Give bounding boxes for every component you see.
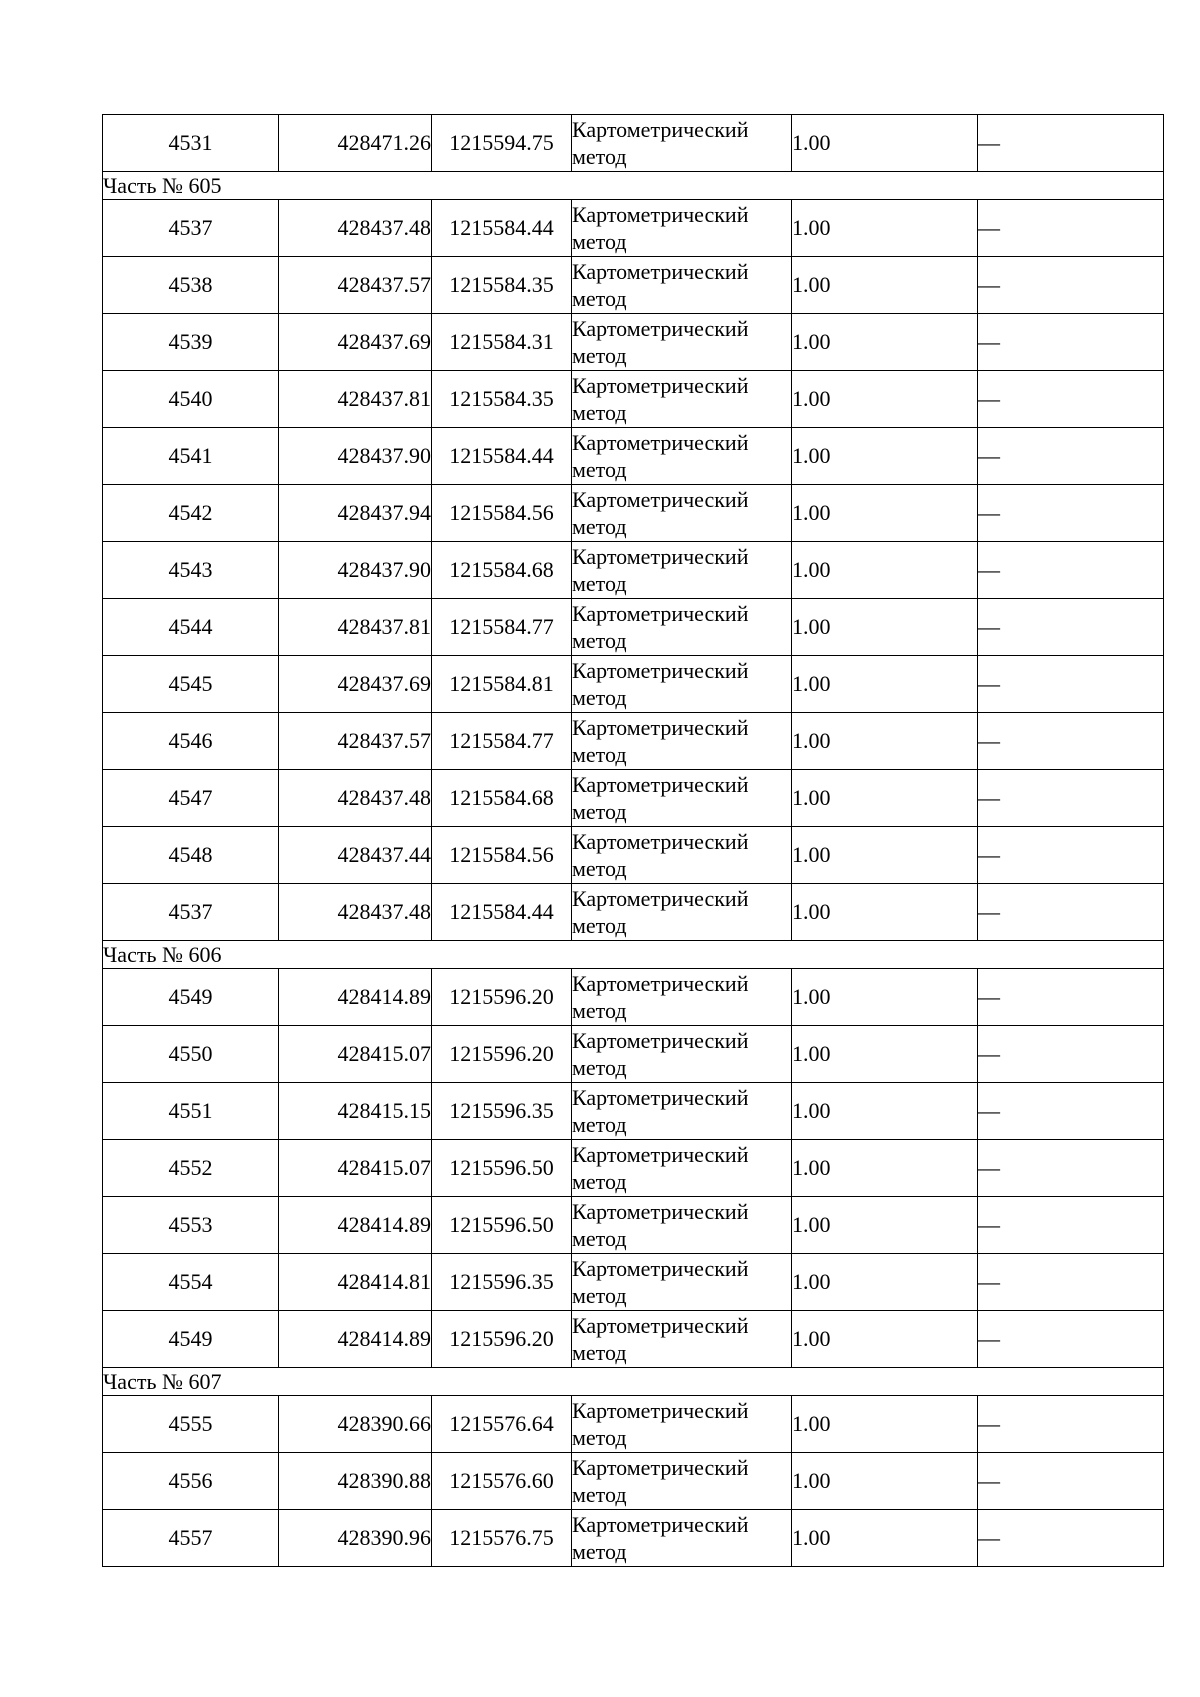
x-coordinate-cell: 428437.69 <box>279 314 432 371</box>
description-cell <box>978 1140 1164 1197</box>
x-coordinate-cell: 428471.26 <box>279 115 432 172</box>
table-row <box>103 1311 1164 1368</box>
accuracy-cell: 1.00 <box>792 1396 978 1453</box>
accuracy-cell: 1.00 <box>792 1083 978 1140</box>
description-cell <box>978 656 1164 713</box>
description-text: — <box>978 614 1000 639</box>
description-text: — <box>978 671 1000 696</box>
accuracy-cell: 1.00 <box>792 1140 978 1197</box>
y-coordinate-cell: 1215596.20 <box>432 1026 572 1083</box>
y-coordinate-cell: 1215584.35 <box>432 371 572 428</box>
x-coordinate-cell: 428437.57 <box>279 713 432 770</box>
x-coordinate-cell: 428437.90 <box>279 542 432 599</box>
method-cell <box>572 969 792 1026</box>
y-coordinate-cell: 1215584.77 <box>432 599 572 656</box>
y-coordinate-cell: 1215584.68 <box>432 770 572 827</box>
accuracy-cell: 1.00 <box>792 314 978 371</box>
method-cell <box>572 713 792 770</box>
table-row <box>103 1026 1164 1083</box>
description-cell <box>978 1311 1164 1368</box>
table-row <box>103 1254 1164 1311</box>
x-coordinate-cell: 428390.96 <box>279 1510 432 1567</box>
accuracy-cell: 1.00 <box>792 485 978 542</box>
method-cell <box>572 257 792 314</box>
y-coordinate-cell: 1215576.75 <box>432 1510 572 1567</box>
table-row <box>103 371 1164 428</box>
method-cell <box>572 1453 792 1510</box>
description-text: — <box>978 1326 1000 1351</box>
table-row <box>103 770 1164 827</box>
x-coordinate-cell: 428437.57 <box>279 257 432 314</box>
method-line-1: Картометрический <box>572 1085 749 1110</box>
y-coordinate-cell: 1215594.75 <box>432 115 572 172</box>
x-coordinate-cell: 428414.81 <box>279 1254 432 1311</box>
accuracy-cell: 1.00 <box>792 542 978 599</box>
x-coordinate-cell: 428390.88 <box>279 1453 432 1510</box>
method-line-1: Картометрический <box>572 1199 749 1224</box>
method-line-1: Картометрический <box>572 886 749 911</box>
y-coordinate-cell: 1215584.68 <box>432 542 572 599</box>
description-text: — <box>978 1468 1000 1493</box>
description-text: — <box>978 899 1000 924</box>
method-line-2: метод <box>572 571 627 596</box>
accuracy-cell: 1.00 <box>792 1453 978 1510</box>
description-text: — <box>978 329 1000 354</box>
method-line-2: метод <box>572 856 627 881</box>
method-line-2: метод <box>572 799 627 824</box>
description-text: — <box>978 500 1000 525</box>
point-number-cell: 4542 <box>103 485 279 542</box>
method-line-1: Картометрический <box>572 487 749 512</box>
method-line-2: метод <box>572 913 627 938</box>
method-line-1: Картометрический <box>572 1512 749 1537</box>
y-coordinate-cell: 1215584.81 <box>432 656 572 713</box>
description-cell <box>978 1453 1164 1510</box>
coordinates-table <box>102 114 1164 1567</box>
description-text: — <box>978 557 1000 582</box>
method-line-2: метод <box>572 400 627 425</box>
x-coordinate-cell: 428415.15 <box>279 1083 432 1140</box>
method-line-1: Картометрический <box>572 1142 749 1167</box>
description-text: — <box>978 1041 1000 1066</box>
method-line-2: метод <box>572 1539 627 1564</box>
method-line-1: Картометрический <box>572 1256 749 1281</box>
point-number-cell: 4547 <box>103 770 279 827</box>
description-cell <box>978 770 1164 827</box>
accuracy-cell: 1.00 <box>792 827 978 884</box>
method-cell <box>572 542 792 599</box>
description-text: — <box>978 1212 1000 1237</box>
method-cell <box>572 1026 792 1083</box>
accuracy-cell: 1.00 <box>792 200 978 257</box>
accuracy-cell: 1.00 <box>792 257 978 314</box>
description-text: — <box>978 984 1000 1009</box>
table-row <box>103 485 1164 542</box>
y-coordinate-cell: 1215596.20 <box>432 969 572 1026</box>
x-coordinate-cell: 428414.89 <box>279 1197 432 1254</box>
description-text: — <box>978 1269 1000 1294</box>
y-coordinate-cell: 1215576.64 <box>432 1396 572 1453</box>
accuracy-cell: 1.00 <box>792 713 978 770</box>
method-cell <box>572 884 792 941</box>
method-line-2: метод <box>572 742 627 767</box>
method-line-2: метод <box>572 1482 627 1507</box>
table-row <box>103 1510 1164 1567</box>
method-cell <box>572 599 792 656</box>
y-coordinate-cell: 1215576.60 <box>432 1453 572 1510</box>
table-row <box>103 257 1164 314</box>
y-coordinate-cell: 1215584.44 <box>432 200 572 257</box>
accuracy-cell: 1.00 <box>792 884 978 941</box>
y-coordinate-cell: 1215584.44 <box>432 884 572 941</box>
accuracy-cell: 1.00 <box>792 371 978 428</box>
table-row <box>103 115 1164 172</box>
method-line-2: метод <box>572 1055 627 1080</box>
x-coordinate-cell: 428414.89 <box>279 969 432 1026</box>
description-cell <box>978 257 1164 314</box>
section-label: Часть № 607 <box>103 1368 1164 1396</box>
y-coordinate-cell: 1215596.50 <box>432 1140 572 1197</box>
description-text: — <box>978 1525 1000 1550</box>
y-coordinate-cell: 1215584.77 <box>432 713 572 770</box>
point-number-cell: 4549 <box>103 1311 279 1368</box>
description-text: — <box>978 1155 1000 1180</box>
method-line-1: Картометрический <box>572 1398 749 1423</box>
method-cell <box>572 485 792 542</box>
method-line-1: Картометрический <box>572 971 749 996</box>
point-number-cell: 4539 <box>103 314 279 371</box>
table-row <box>103 1396 1164 1453</box>
method-cell <box>572 1396 792 1453</box>
point-number-cell: 4555 <box>103 1396 279 1453</box>
description-text: — <box>978 842 1000 867</box>
description-cell <box>978 428 1164 485</box>
accuracy-cell: 1.00 <box>792 1026 978 1083</box>
point-number-cell: 4545 <box>103 656 279 713</box>
section-row <box>103 941 1164 969</box>
accuracy-cell: 1.00 <box>792 770 978 827</box>
description-cell <box>978 1083 1164 1140</box>
description-text: — <box>978 130 1000 155</box>
method-line-1: Картометрический <box>572 259 749 284</box>
table-row <box>103 1453 1164 1510</box>
y-coordinate-cell: 1215596.50 <box>432 1197 572 1254</box>
table-row <box>103 314 1164 371</box>
accuracy-cell: 1.00 <box>792 969 978 1026</box>
section-label: Часть № 606 <box>103 941 1164 969</box>
method-cell <box>572 200 792 257</box>
section-row <box>103 1368 1164 1396</box>
method-line-1: Картометрический <box>572 1455 749 1480</box>
x-coordinate-cell: 428415.07 <box>279 1140 432 1197</box>
accuracy-cell: 1.00 <box>792 1254 978 1311</box>
method-line-1: Картометрический <box>572 316 749 341</box>
method-line-1: Картометрический <box>572 544 749 569</box>
y-coordinate-cell: 1215584.56 <box>432 827 572 884</box>
description-cell <box>978 1396 1164 1453</box>
x-coordinate-cell: 428415.07 <box>279 1026 432 1083</box>
table-row <box>103 599 1164 656</box>
y-coordinate-cell: 1215584.35 <box>432 257 572 314</box>
description-cell <box>978 969 1164 1026</box>
table-row <box>103 1083 1164 1140</box>
point-number-cell: 4531 <box>103 115 279 172</box>
method-line-2: метод <box>572 1226 627 1251</box>
point-number-cell: 4544 <box>103 599 279 656</box>
method-line-2: метод <box>572 1340 627 1365</box>
description-cell <box>978 1510 1164 1567</box>
method-line-2: метод <box>572 685 627 710</box>
method-line-2: метод <box>572 1112 627 1137</box>
section-row <box>103 172 1164 200</box>
table-row <box>103 827 1164 884</box>
description-cell <box>978 884 1164 941</box>
accuracy-cell: 1.00 <box>792 428 978 485</box>
method-line-1: Картометрический <box>572 715 749 740</box>
description-cell <box>978 1026 1164 1083</box>
description-cell <box>978 542 1164 599</box>
method-line-2: метод <box>572 628 627 653</box>
table-row <box>103 1197 1164 1254</box>
description-cell <box>978 115 1164 172</box>
description-cell <box>978 1254 1164 1311</box>
table-row <box>103 884 1164 941</box>
y-coordinate-cell: 1215584.31 <box>432 314 572 371</box>
accuracy-cell: 1.00 <box>792 1197 978 1254</box>
x-coordinate-cell: 428437.81 <box>279 371 432 428</box>
method-line-2: метод <box>572 457 627 482</box>
point-number-cell: 4553 <box>103 1197 279 1254</box>
description-text: — <box>978 728 1000 753</box>
method-cell <box>572 1083 792 1140</box>
method-line-2: метод <box>572 144 627 169</box>
description-cell <box>978 314 1164 371</box>
x-coordinate-cell: 428390.66 <box>279 1396 432 1453</box>
method-cell <box>572 1254 792 1311</box>
description-text: — <box>978 215 1000 240</box>
method-line-1: Картометрический <box>572 829 749 854</box>
table-row <box>103 1140 1164 1197</box>
description-text: — <box>978 1098 1000 1123</box>
point-number-cell: 4548 <box>103 827 279 884</box>
x-coordinate-cell: 428437.44 <box>279 827 432 884</box>
method-line-2: метод <box>572 514 627 539</box>
method-line-2: метод <box>572 229 627 254</box>
point-number-cell: 4554 <box>103 1254 279 1311</box>
x-coordinate-cell: 428437.48 <box>279 884 432 941</box>
x-coordinate-cell: 428437.90 <box>279 428 432 485</box>
y-coordinate-cell: 1215596.35 <box>432 1083 572 1140</box>
method-line-2: метод <box>572 1169 627 1194</box>
description-text: — <box>978 785 1000 810</box>
method-line-1: Картометрический <box>572 117 749 142</box>
y-coordinate-cell: 1215596.35 <box>432 1254 572 1311</box>
x-coordinate-cell: 428437.48 <box>279 770 432 827</box>
method-line-2: метод <box>572 998 627 1023</box>
accuracy-cell: 1.00 <box>792 1311 978 1368</box>
method-cell <box>572 1510 792 1567</box>
description-text: — <box>978 272 1000 297</box>
point-number-cell: 4546 <box>103 713 279 770</box>
y-coordinate-cell: 1215584.44 <box>432 428 572 485</box>
method-line-1: Картометрический <box>572 601 749 626</box>
x-coordinate-cell: 428437.81 <box>279 599 432 656</box>
method-cell <box>572 827 792 884</box>
accuracy-cell: 1.00 <box>792 599 978 656</box>
point-number-cell: 4541 <box>103 428 279 485</box>
section-label: Часть № 605 <box>103 172 1164 200</box>
description-cell <box>978 371 1164 428</box>
description-cell <box>978 599 1164 656</box>
method-cell <box>572 371 792 428</box>
table-row <box>103 542 1164 599</box>
point-number-cell: 4552 <box>103 1140 279 1197</box>
method-line-2: метод <box>572 343 627 368</box>
point-number-cell: 4557 <box>103 1510 279 1567</box>
method-cell <box>572 428 792 485</box>
point-number-cell: 4543 <box>103 542 279 599</box>
method-line-2: метод <box>572 1425 627 1450</box>
method-line-1: Картометрический <box>572 430 749 455</box>
table-row <box>103 200 1164 257</box>
point-number-cell: 4549 <box>103 969 279 1026</box>
point-number-cell: 4537 <box>103 884 279 941</box>
point-number-cell: 4556 <box>103 1453 279 1510</box>
x-coordinate-cell: 428414.89 <box>279 1311 432 1368</box>
method-cell <box>572 314 792 371</box>
description-cell <box>978 827 1164 884</box>
table-row <box>103 969 1164 1026</box>
x-coordinate-cell: 428437.94 <box>279 485 432 542</box>
point-number-cell: 4550 <box>103 1026 279 1083</box>
method-cell <box>572 770 792 827</box>
method-line-1: Картометрический <box>572 772 749 797</box>
coordinates-table-body <box>103 115 1164 1567</box>
x-coordinate-cell: 428437.48 <box>279 200 432 257</box>
description-text: — <box>978 1411 1000 1436</box>
point-number-cell: 4537 <box>103 200 279 257</box>
description-text: — <box>978 443 1000 468</box>
method-line-1: Картометрический <box>572 1028 749 1053</box>
method-cell <box>572 656 792 713</box>
table-row <box>103 428 1164 485</box>
accuracy-cell: 1.00 <box>792 1510 978 1567</box>
point-number-cell: 4540 <box>103 371 279 428</box>
description-cell <box>978 485 1164 542</box>
method-cell <box>572 1140 792 1197</box>
y-coordinate-cell: 1215596.20 <box>432 1311 572 1368</box>
method-line-1: Картометрический <box>572 373 749 398</box>
method-line-1: Картометрический <box>572 202 749 227</box>
description-cell <box>978 200 1164 257</box>
description-cell <box>978 713 1164 770</box>
description-text: — <box>978 386 1000 411</box>
x-coordinate-cell: 428437.69 <box>279 656 432 713</box>
description-cell <box>978 1197 1164 1254</box>
method-cell <box>572 1311 792 1368</box>
point-number-cell: 4551 <box>103 1083 279 1140</box>
method-line-1: Картометрический <box>572 1313 749 1338</box>
table-row <box>103 713 1164 770</box>
method-cell <box>572 115 792 172</box>
method-cell <box>572 1197 792 1254</box>
accuracy-cell: 1.00 <box>792 656 978 713</box>
point-number-cell: 4538 <box>103 257 279 314</box>
method-line-2: метод <box>572 1283 627 1308</box>
method-line-2: метод <box>572 286 627 311</box>
accuracy-cell: 1.00 <box>792 115 978 172</box>
y-coordinate-cell: 1215584.56 <box>432 485 572 542</box>
method-line-1: Картометрический <box>572 658 749 683</box>
table-row <box>103 656 1164 713</box>
